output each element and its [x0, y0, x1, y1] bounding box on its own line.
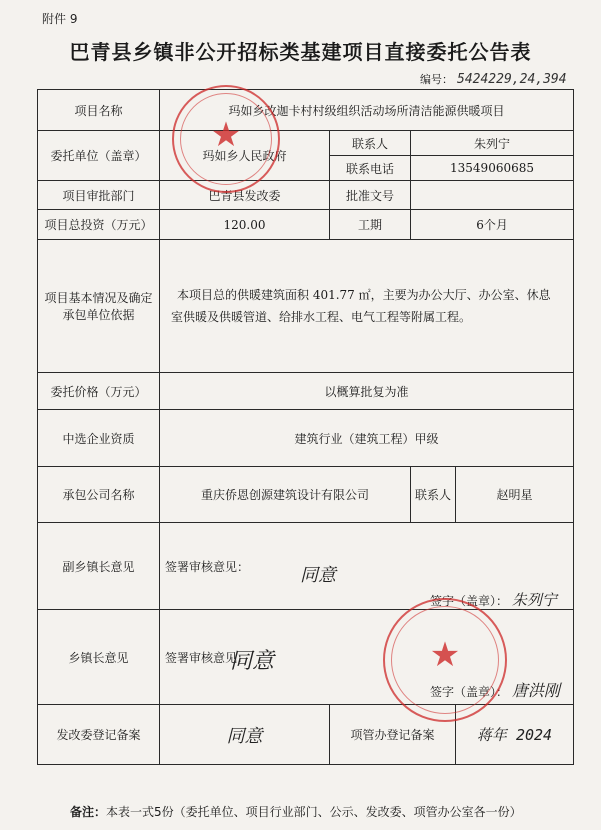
client-label: 委托单位（盖章）	[38, 131, 160, 181]
page-title: 巴青县乡镇非公开招标类基建项目直接委托公告表	[69, 40, 532, 64]
period-value: 6个月	[411, 210, 574, 240]
mayor-sign-value: 唐洪刚	[511, 681, 560, 700]
pm-reg-label: 项管办登记备案	[330, 705, 456, 765]
deputy-mayor-label: 副乡镇长意见	[38, 523, 160, 610]
footer-note	[70, 803, 522, 820]
approval-dept-value: 巴青县发改委	[160, 181, 330, 210]
deputy-mayor-opinion-cell	[160, 523, 574, 610]
contractor-contact-value: 赵明星	[456, 467, 574, 523]
mayor-opinion-cell	[160, 610, 574, 705]
seal-star-icon: ★	[429, 635, 461, 676]
investment-value: 120.00	[160, 210, 330, 240]
row-approval	[38, 181, 574, 210]
deputy-mayor-handwritten-opinion: 同意	[300, 565, 336, 586]
basis-value	[160, 240, 574, 373]
approval-doc-label: 批准文号	[330, 181, 411, 210]
mayor-sign-label: 签字（盖章）：	[430, 685, 509, 699]
price-value: 以概算批复为准	[160, 373, 574, 410]
row-basis	[38, 240, 574, 373]
qualification-value: 建筑行业（建筑工程）甲级	[160, 410, 574, 467]
form-number-value: 5424229,24,394	[457, 72, 567, 87]
footer-text: 本表一式5份（委托单位、项目行业部门、公示、发改委、项管办公室各一份）	[106, 805, 522, 819]
client-value: 玛如乡人民政府	[160, 131, 330, 181]
row-price	[38, 373, 574, 410]
basis-text-line-2: 室供暖及供暖管道、给排水工程、电气工程等附属工程。	[171, 310, 472, 324]
dev-reg-value-cell	[160, 705, 330, 765]
deputy-sign-label: 签字（盖章）：	[430, 594, 509, 608]
client-seal-icon	[172, 85, 280, 193]
row-investment	[38, 210, 574, 240]
deputy-mayor-note: 签署审核意见：	[165, 559, 250, 574]
mayor-note: 签署审核意见：	[165, 650, 250, 665]
row-client	[38, 131, 574, 156]
contractor-value: 重庆侨恩创源建筑设计有限公司	[160, 467, 411, 523]
contractor-contact-label: 联系人	[411, 467, 456, 523]
form-number-label: 编号：	[420, 73, 453, 86]
seal-star-icon: ★	[210, 114, 242, 155]
approval-doc-value	[411, 181, 574, 210]
contact-value: 朱列宁	[411, 131, 574, 156]
pm-reg-handwritten: 蒋年 2024	[476, 726, 553, 744]
qualification-label: 中选企业资质	[38, 410, 160, 467]
footer-label: 备注：	[70, 805, 107, 819]
approval-dept-label: 项目审批部门	[38, 181, 160, 210]
price-label: 委托价格（万元）	[38, 373, 160, 410]
row-registration	[38, 705, 574, 765]
dev-reg-label: 发改委登记备案	[38, 705, 160, 765]
project-name-label: 项目名称	[38, 90, 160, 131]
contractor-label: 承包公司名称	[38, 467, 160, 523]
project-name-value: 玛如乡改迦卡村村级组织活动场所清洁能源供暖项目	[160, 90, 574, 131]
mayor-seal-icon	[383, 598, 507, 722]
investment-label: 项目总投资（万元）	[38, 210, 160, 240]
row-deputy-mayor	[38, 523, 574, 610]
mayor-label: 乡镇长意见	[38, 610, 160, 705]
attachment-label: 附件 9	[42, 12, 78, 26]
row-project-name	[38, 90, 574, 131]
row-qualification	[38, 410, 574, 467]
period-label: 工期	[330, 210, 411, 240]
contact-label: 联系人	[330, 131, 411, 156]
phone-value: 13549060685	[411, 156, 574, 181]
row-contractor	[38, 467, 574, 523]
phone-label: 联系电话	[330, 156, 411, 181]
mayor-handwritten-opinion: 同意	[230, 649, 275, 674]
dev-reg-handwritten: 同意	[226, 725, 263, 747]
basis-label-line-1: 项目基本情况及确定	[44, 291, 153, 305]
basis-label-line-2: 承包单位依据	[62, 308, 135, 322]
form-number	[420, 71, 567, 87]
basis-label	[38, 240, 160, 373]
basis-text-line-1: 本项目总的供暖建筑面积 401.77 ㎡，主要为办公大厅、办公室、休息	[177, 288, 551, 302]
deputy-sign-value: 朱列宁	[511, 591, 557, 609]
